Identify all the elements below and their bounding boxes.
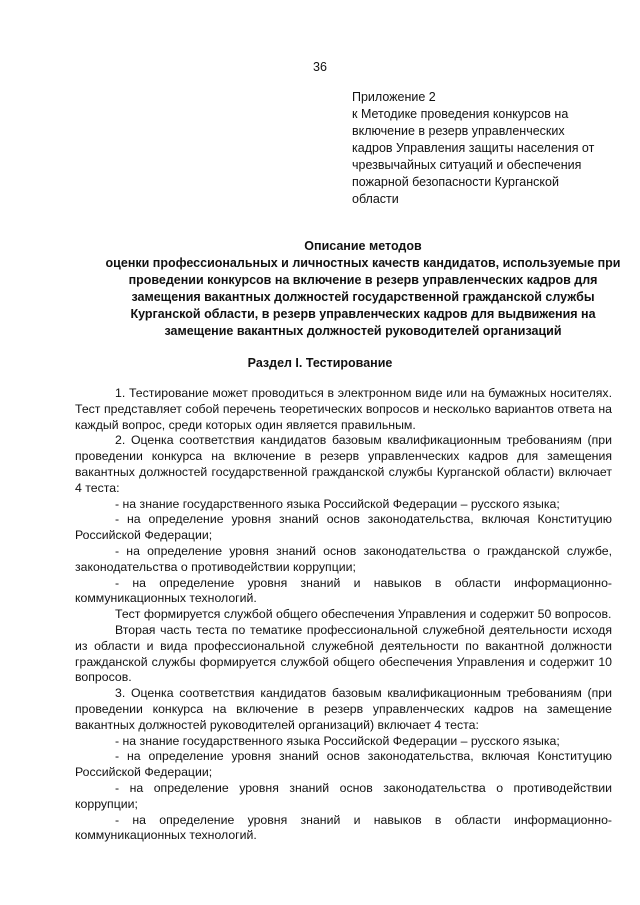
list-item: - на знание государственного языка Российской Федерации – русского языка;: [115, 496, 560, 511]
list-item: - на знание государственного языка Российской Федерации – русского языка;: [115, 733, 560, 748]
appendix-line: кадров Управления защиты населения от: [352, 141, 595, 155]
list-item: - на определение уровня знаний и навыков в области информационно-коммуникационных технологий.: [75, 575, 612, 606]
title-line: замещения вакантных должностей государственной гражданской службы: [131, 290, 595, 304]
title-line: замещение вакантных должностей руководителей организаций: [164, 324, 562, 338]
list-item: - на определение уровня знаний основ законодательства, включая Конституцию Российской Федерации;: [75, 512, 612, 543]
page-number: 36: [313, 60, 327, 74]
paragraph: Тест формируется службой общего обеспечения Управления и содержит 50 вопросов.: [115, 607, 612, 622]
paragraph: 3. Оценка соответствия кандидатов базовым квалификационным требованиям (при проведении конкурса на включение в резерв управленческих кадров на замещение вакантных должностей руководителей организаций) включает 4 теста:: [75, 686, 612, 732]
appendix-line: включение в резерв управленческих: [352, 124, 565, 138]
appendix-line: Приложение 2: [352, 90, 436, 104]
body-text: [75, 386, 612, 844]
title-line: Описание методов: [304, 239, 422, 253]
title-line: Курганской области, в резерв управленческих кадров для выдвижения на: [130, 307, 596, 321]
appendix-line: чрезвычайных ситуаций и обеспечения: [352, 158, 582, 172]
list-item: - на определение уровня знаний основ законодательства о гражданской службе, законодательства о противодействии коррупции;: [75, 543, 612, 574]
paragraph: 2. Оценка соответствия кандидатов базовым квалификационным требованиям (при проведении конкурса на включение в резерв управленческих кадров для замещения вакантных должностей государственной гражданской службы Курганской области) включает 4 теста:: [75, 433, 612, 495]
section-heading: Раздел I. Тестирование: [247, 356, 393, 370]
document-title: [60, 238, 640, 340]
title-line: проведении конкурсов на включение в резерв управленческих кадров для: [128, 273, 598, 287]
paragraph: Вторая часть теста по тематике профессиональной служебной деятельности исходя из области и вида профессиональной служебной деятельности по вакантной должности гражданской службы формируется службой общего обеспечения Управления и содержит 10 вопросов.: [75, 622, 612, 685]
appendix-line: пожарной безопасности Курганской: [352, 175, 559, 189]
list-item: - на определение уровня знаний и навыков в области информационно-коммуникационных технологий.: [75, 812, 612, 843]
appendix-line: к Методике проведения конкурсов на: [352, 107, 569, 121]
appendix-block: [352, 89, 614, 208]
paragraph: 1. Тестирование может проводиться в электронном виде или на бумажных носителях. Тест представляет собой перечень теоретических вопросов и несколько вариантов ответа на каждый вопрос, среди которых один является правильным.: [75, 386, 612, 432]
appendix-line: области: [352, 192, 399, 206]
list-item: - на определение уровня знаний основ законодательства о противодействии коррупции;: [75, 780, 612, 811]
title-line: оценки профессиональных и личностных качеств кандидатов, используемые при: [105, 256, 621, 270]
list-item: - на определение уровня знаний основ законодательства, включая Конституцию Российской Федерации;: [75, 749, 612, 780]
